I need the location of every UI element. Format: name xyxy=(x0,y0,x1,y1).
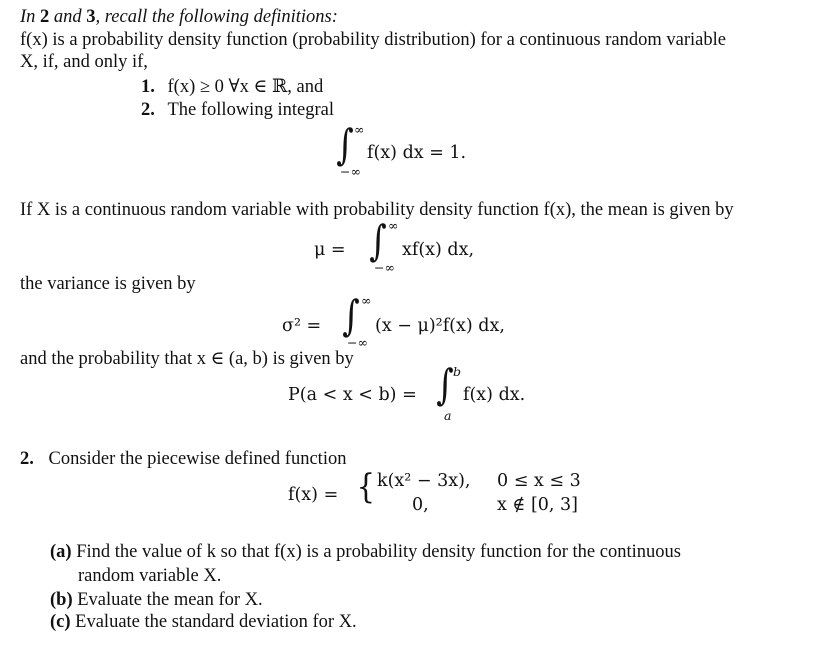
variance-lhs: σ² = xyxy=(282,316,322,336)
intro-line-2: f(x) is a probability density function (probability distribution) for a continuous random variable xyxy=(20,30,726,50)
lower-limit: −∞ xyxy=(374,260,395,275)
intro-text: and xyxy=(49,7,87,27)
intro-number-2: 2 xyxy=(40,7,50,27)
intro-line-3: X, if, and only if, xyxy=(20,52,148,72)
intro-text: In xyxy=(20,7,41,27)
upper-limit: ∞ xyxy=(388,218,399,233)
part-label: (a) xyxy=(50,542,72,562)
condition-2 xyxy=(141,100,334,121)
case-1-condition: 0 ≤ x ≤ 3 xyxy=(497,471,581,491)
integral-sign: ∫ xyxy=(436,360,454,409)
mean-sentence: If X is a continuous random variable with probability density function f(x), the mean is given by xyxy=(20,200,734,220)
lower-limit: −∞ xyxy=(340,164,361,179)
part-text: Find the value of k so that f(x) is a probability density function for the continuous xyxy=(76,542,681,562)
integrand: f(x) dx = 1. xyxy=(367,143,467,163)
integrand: f(x) dx. xyxy=(463,385,526,405)
condition-text: The following integral xyxy=(167,100,334,120)
problem-heading xyxy=(20,449,346,470)
case-1-expression: k(x² − 3x), xyxy=(377,471,471,491)
lower-limit: a xyxy=(444,408,452,423)
part-b xyxy=(50,590,263,611)
intro-number-3: 3 xyxy=(86,7,96,27)
problem-text: Consider the piecewise defined function xyxy=(48,449,347,469)
integral-sign: ∫ xyxy=(336,120,354,169)
upper-limit: b xyxy=(453,364,462,379)
probability-lhs: P(a < x < b) = xyxy=(288,385,417,405)
integral-sign: ∫ xyxy=(369,216,387,265)
case-2-expression: 0, xyxy=(412,495,429,515)
condition-number: 1. xyxy=(141,77,155,97)
mean-lhs: μ = xyxy=(314,240,346,260)
part-c xyxy=(50,612,357,633)
integrand: (x − μ)²f(x) dx, xyxy=(375,316,505,336)
part-a-continued: random variable X. xyxy=(78,566,222,586)
condition-1 xyxy=(141,77,323,98)
intro-text: , recall the following definitions: xyxy=(95,7,338,27)
part-text: Evaluate the standard deviation for X. xyxy=(75,612,357,632)
integral-sign: ∫ xyxy=(342,291,360,340)
part-label: (c) xyxy=(50,612,71,632)
lower-limit: −∞ xyxy=(347,335,368,350)
left-brace: { xyxy=(356,467,376,507)
condition-number: 2. xyxy=(141,100,155,120)
intro-line-1 xyxy=(20,7,338,28)
case-2-condition: x ∉ [0, 3] xyxy=(497,495,578,515)
upper-limit: ∞ xyxy=(354,122,365,137)
integrand: xf(x) dx, xyxy=(402,240,475,260)
probability-sentence: and the probability that x ∈ (a, b) is given by xyxy=(20,349,354,369)
part-a xyxy=(50,542,681,563)
variance-sentence: the variance is given by xyxy=(20,274,196,294)
condition-text: f(x) ≥ 0 ∀x ∈ ℝ, and xyxy=(167,77,324,97)
upper-limit: ∞ xyxy=(361,293,372,308)
part-label: (b) xyxy=(50,590,73,610)
piecewise-lhs: f(x) = xyxy=(288,485,339,505)
problem-number: 2. xyxy=(20,449,34,469)
part-text: Evaluate the mean for X. xyxy=(77,590,263,610)
